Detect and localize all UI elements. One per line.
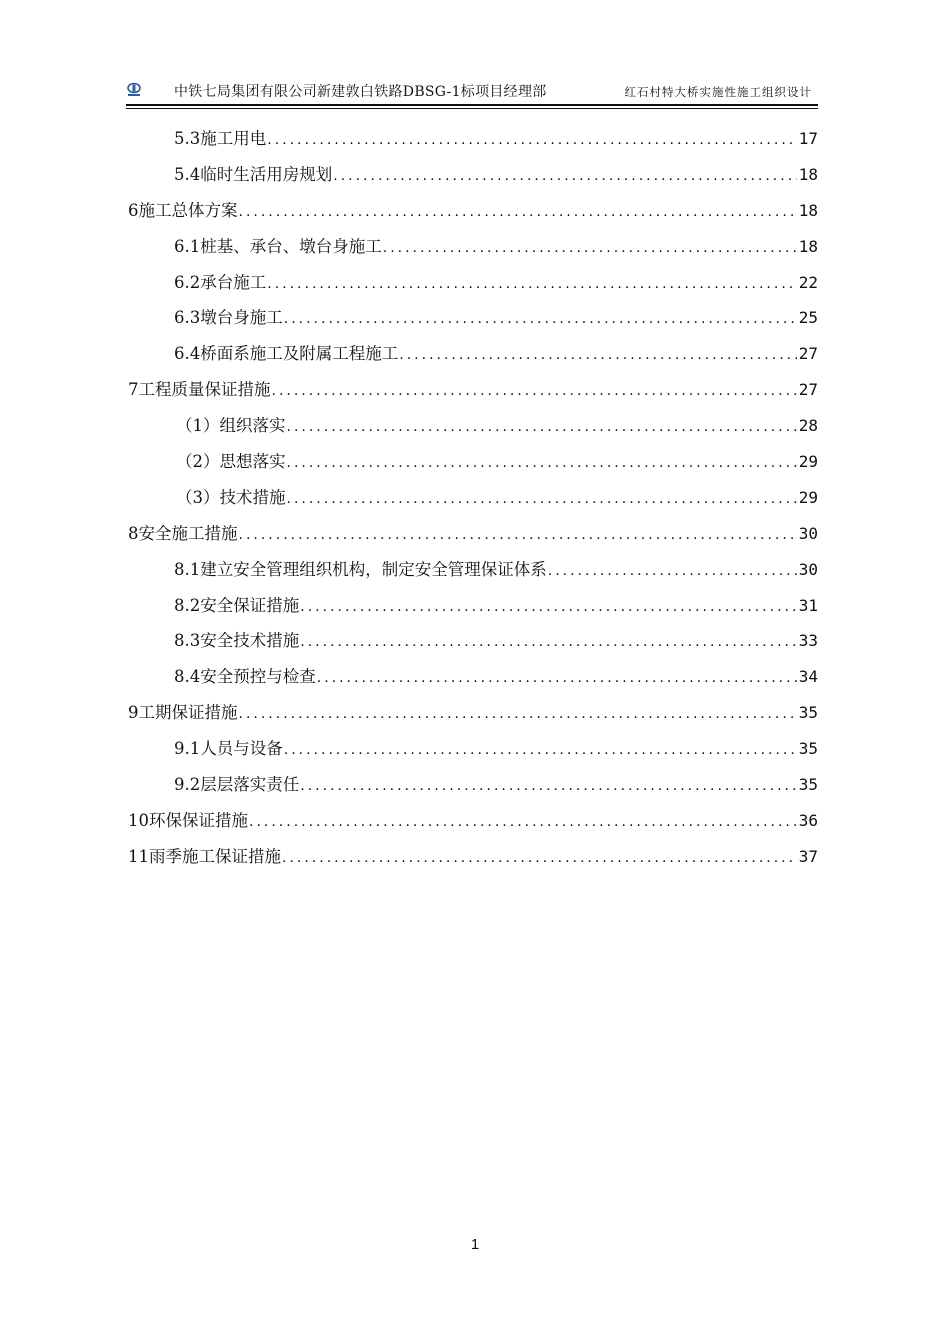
header-rule-thin <box>126 108 818 109</box>
toc-entry-page: 30 <box>798 523 818 543</box>
toc-dot-leader <box>249 805 797 839</box>
toc-entry-page: 37 <box>798 846 818 866</box>
toc-entry-label: 5.4临时生活用房规划 <box>174 164 333 184</box>
toc-dot-leader <box>239 195 797 229</box>
toc-dot-leader <box>239 518 797 552</box>
page-header <box>126 78 818 104</box>
toc-entry-page: 18 <box>798 236 818 256</box>
toc-entry-page: 33 <box>798 631 818 651</box>
toc-entry-label: 6.3墩台身施工 <box>174 308 283 328</box>
toc-entry-page: 31 <box>798 595 818 615</box>
toc-entry-page: 18 <box>798 200 818 220</box>
toc-entry-page: 29 <box>798 487 818 507</box>
header-document-title: 红石村特大桥实施性施工组织设计 <box>624 85 812 99</box>
toc-entry[interactable] <box>128 659 818 695</box>
toc-dot-leader <box>287 410 797 444</box>
toc-dot-leader <box>333 159 796 193</box>
toc-entry[interactable] <box>128 695 818 731</box>
toc-entry[interactable] <box>128 336 818 372</box>
toc-dot-leader <box>287 482 797 516</box>
toc-entry-page: 35 <box>798 703 818 723</box>
toc-entry[interactable] <box>128 552 818 588</box>
toc-entry-label: 8.1建立安全管理组织机构，制定安全管理保证体系 <box>174 559 547 579</box>
toc-dot-leader <box>239 697 797 731</box>
toc-entry-page: 27 <box>798 380 818 400</box>
toc-entry[interactable] <box>128 803 818 839</box>
toc-entry-page: 35 <box>798 739 818 759</box>
toc-entry-label: （1）组织落实 <box>176 416 286 436</box>
toc-entry-label: （3）技术措施 <box>176 487 286 507</box>
toc-entry-page: 27 <box>798 344 818 364</box>
toc-entry[interactable] <box>128 408 818 444</box>
toc-entry-label: 8.4安全预控与检查 <box>174 667 316 687</box>
toc-entry-label: （2）思想落实 <box>176 452 286 472</box>
toc-entry[interactable] <box>128 300 818 336</box>
toc-entry-page: 17 <box>798 129 818 148</box>
toc-dot-leader <box>284 733 797 767</box>
toc-entry[interactable] <box>128 121 818 157</box>
company-logo-icon <box>126 82 142 98</box>
toc-entry-page: 30 <box>798 559 818 579</box>
toc-entry[interactable] <box>128 588 818 624</box>
toc-entry[interactable] <box>128 623 818 659</box>
toc-dot-leader <box>272 374 797 408</box>
toc-entry[interactable] <box>128 444 818 480</box>
toc-entry-label: 7工程质量保证措施 <box>128 380 271 400</box>
toc-entry-page: 29 <box>798 452 818 472</box>
toc-dot-leader <box>282 841 797 875</box>
page-number: 1 <box>470 1236 480 1253</box>
toc-entry-label: 11雨季施工保证措施 <box>128 846 281 866</box>
toc-entry-label: 8安全施工措施 <box>128 523 238 543</box>
toc-entry-label: 8.2安全保证措施 <box>174 595 300 615</box>
toc-entry-label: 6.1桩基、承台、墩台身施工 <box>174 236 382 256</box>
toc-dot-leader <box>300 590 796 624</box>
toc-entry[interactable] <box>128 157 818 193</box>
toc-dot-leader <box>317 661 797 695</box>
toc-entry[interactable] <box>128 839 818 875</box>
toc-entry-label: 6.4桥面系施工及附属工程施工 <box>174 344 399 364</box>
toc-entry-page: 25 <box>798 308 818 328</box>
toc-entry[interactable] <box>128 193 818 229</box>
toc-dot-leader <box>399 338 796 372</box>
table-of-contents <box>128 121 818 875</box>
toc-entry[interactable] <box>128 516 818 552</box>
toc-dot-leader <box>300 625 796 659</box>
toc-entry[interactable] <box>128 372 818 408</box>
toc-entry[interactable] <box>128 229 818 265</box>
toc-dot-leader <box>267 123 796 157</box>
toc-entry[interactable] <box>128 265 818 301</box>
toc-dot-leader <box>383 231 797 265</box>
toc-entry[interactable] <box>128 731 818 767</box>
header-rule <box>126 104 818 106</box>
toc-entry[interactable] <box>128 767 818 803</box>
toc-entry-page: 34 <box>798 667 818 687</box>
toc-entry-label: 6施工总体方案 <box>128 200 238 220</box>
toc-entry-page: 28 <box>798 416 818 436</box>
toc-dot-leader <box>548 554 797 588</box>
toc-entry-label: 6.2承台施工 <box>174 272 267 292</box>
toc-entry-page: 18 <box>798 164 818 184</box>
toc-dot-leader <box>284 302 797 336</box>
toc-entry-label: 10环保保证措施 <box>128 810 248 830</box>
toc-entry-label: 9.1人员与设备 <box>174 739 283 759</box>
toc-entry-label: 8.3安全技术措施 <box>174 631 300 651</box>
toc-entry-page: 35 <box>798 775 818 795</box>
toc-entry[interactable] <box>128 480 818 516</box>
toc-entry-page: 36 <box>798 810 818 830</box>
toc-entry-label: 5.3施工用电 <box>174 129 267 148</box>
toc-dot-leader <box>287 446 797 480</box>
header-organization: 中铁七局集团有限公司新建敦白铁路DBSG-1标项目经理部 <box>174 84 547 100</box>
toc-entry-label: 9工期保证措施 <box>128 703 238 723</box>
toc-dot-leader <box>300 769 796 803</box>
toc-entry-page: 22 <box>798 272 818 292</box>
toc-entry-label: 9.2层层落实责任 <box>174 775 300 795</box>
toc-dot-leader <box>267 267 796 301</box>
